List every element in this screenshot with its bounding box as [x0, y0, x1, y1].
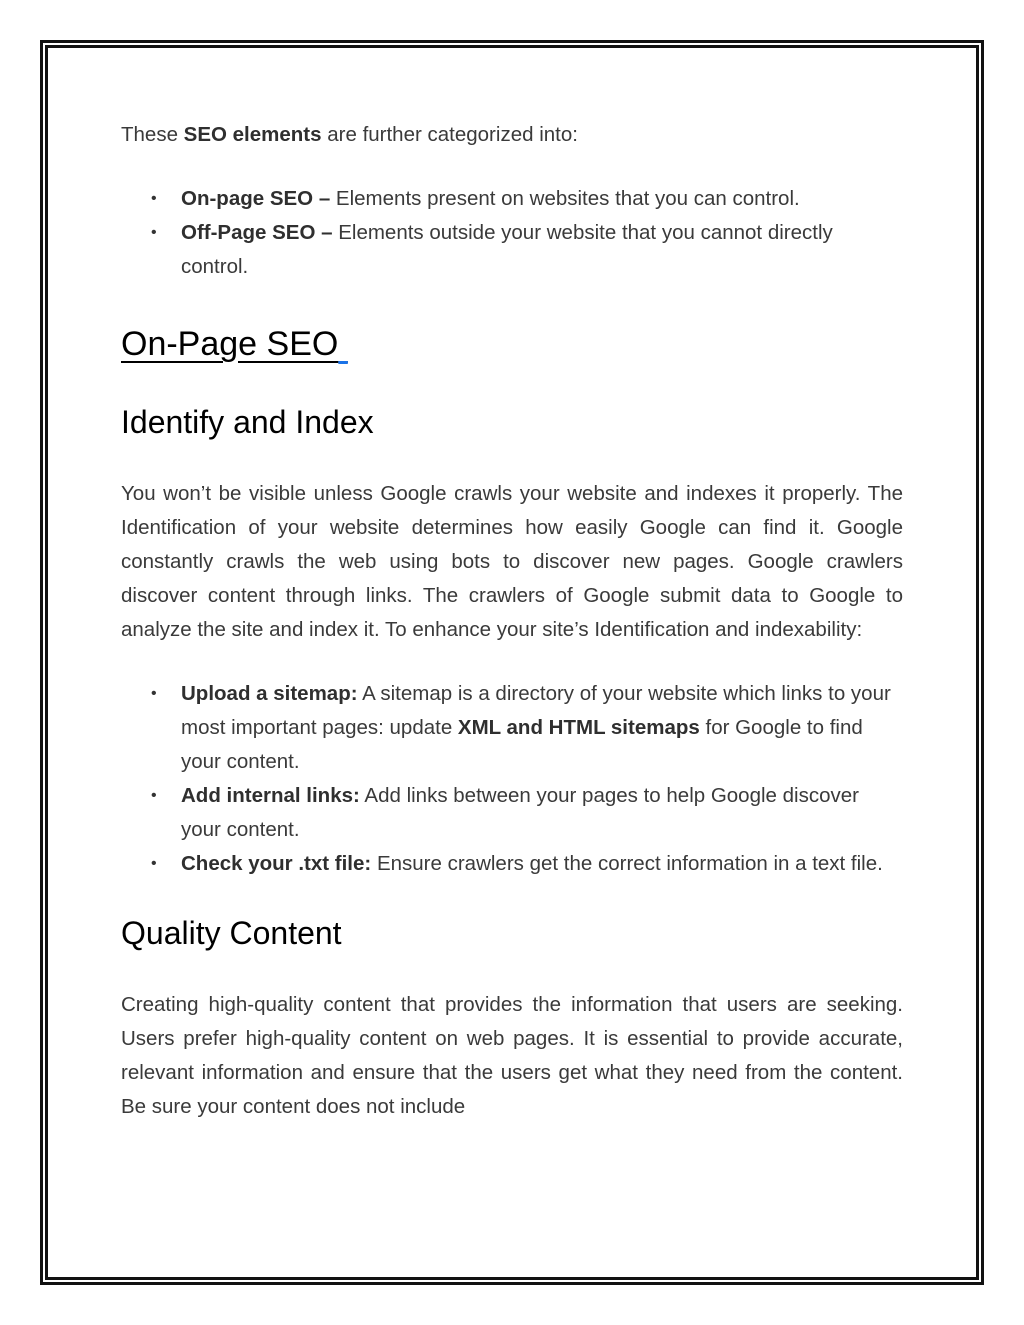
- list-item: [181, 216, 903, 284]
- list-item-text: A sitemap is a directory of your website which links to your most important pages: update: [181, 682, 891, 739]
- intro-suffix: are further categorized into:: [321, 123, 578, 146]
- list-item-text: Add links between your pages to help Google discover your content.: [181, 784, 859, 841]
- list-item-bold: Off-Page SEO –: [181, 221, 333, 244]
- list-item: [181, 779, 903, 847]
- list-item-bold: XML and HTML sitemaps: [457, 716, 700, 739]
- intro-prefix: These: [121, 123, 184, 146]
- list-item-bold: Check your .txt file:: [181, 852, 372, 875]
- quality-heading: Quality Content: [121, 915, 342, 951]
- list-item-text: Elements outside your website that you cannot directly control.: [181, 221, 833, 278]
- heading-link-trail: [338, 325, 347, 363]
- list-item-text: Ensure crawlers get the correct information in a text file.: [371, 852, 883, 875]
- list-item: [181, 677, 903, 779]
- list-item-bold: Add internal links:: [181, 784, 360, 807]
- list-item-text: Elements present on websites that you can control.: [330, 187, 800, 210]
- seo-categories-list: [121, 182, 903, 284]
- identify-paragraph: You won’t be visible unless Google crawls your website and indexes it properly. The Identification of your website determines how easily Google can find it. Google constantly crawls the web using bots to discover new pages. Google crawlers discover content through links. The crawlers of Google submit data to Google to analyze the site and index it. To enhance your site’s Identification and indexability:: [121, 482, 903, 641]
- quality-paragraph: Creating high-quality content that provides the information that users are seeking. Users prefer high-quality content on web pages. It is essential to provide accurate, relevant information and ensure that the users get what they need from the content. Be sure your content does not include: [121, 993, 903, 1118]
- document-content: [121, 118, 903, 1124]
- list-item-bold: Upload a sitemap:: [181, 682, 358, 705]
- section-heading-text: On-Page SEO: [121, 325, 339, 363]
- list-item-bold: On-page SEO –: [181, 187, 331, 210]
- intro-bold: SEO elements: [183, 123, 322, 146]
- identify-heading: Identify and Index: [121, 404, 374, 440]
- on-page-seo-heading-link[interactable]: [121, 324, 348, 364]
- intro-paragraph: [121, 118, 903, 152]
- identify-tips-list: [121, 677, 903, 881]
- list-item: [181, 847, 903, 881]
- list-item-text: for Google to find your content.: [181, 716, 863, 773]
- list-item: [181, 182, 903, 216]
